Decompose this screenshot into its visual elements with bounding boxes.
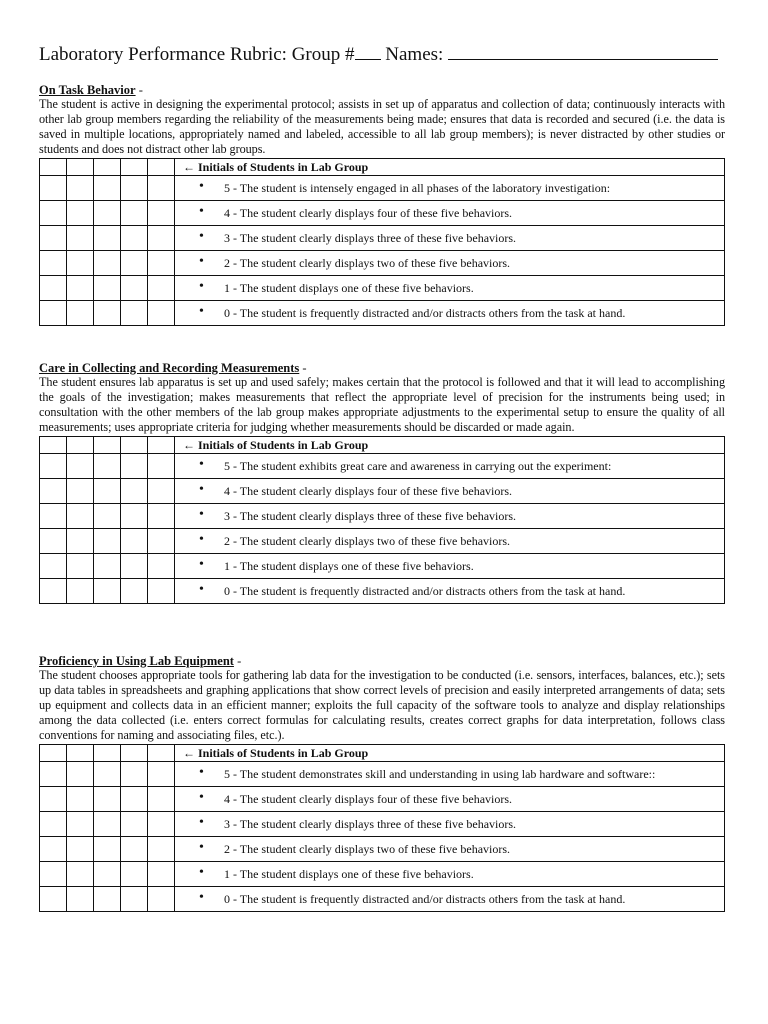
table-row — [40, 837, 725, 862]
rubric-item — [175, 862, 725, 887]
rubric-item-text: 1 - The student displays one of these five behaviors. — [224, 558, 474, 573]
score-box[interactable] — [121, 454, 148, 479]
score-box[interactable] — [67, 862, 94, 887]
score-box[interactable] — [67, 201, 94, 226]
score-box[interactable] — [121, 812, 148, 837]
table-row — [40, 276, 725, 301]
score-box[interactable] — [148, 504, 175, 529]
rubric-item-text: 4 - The student clearly displays four of these five behaviors. — [224, 483, 513, 498]
score-box[interactable] — [40, 787, 67, 812]
score-box[interactable] — [40, 276, 67, 301]
rubric-item-text: 5 - The student demonstrates skill and understanding in using lab hardware and software:: — [224, 766, 656, 781]
score-box[interactable] — [67, 554, 94, 579]
score-box[interactable] — [121, 762, 148, 787]
score-box[interactable] — [94, 176, 121, 201]
table-row — [40, 176, 725, 201]
initials-box[interactable] — [121, 745, 148, 762]
group-number-blank[interactable] — [355, 58, 381, 60]
rubric-item-text: 2 - The student clearly displays two of these five behaviors. — [224, 255, 511, 270]
rubric-item — [175, 504, 725, 529]
score-box[interactable] — [148, 887, 175, 912]
score-box[interactable] — [94, 762, 121, 787]
table-row — [40, 504, 725, 529]
score-box[interactable] — [67, 176, 94, 201]
rubric-item — [175, 837, 725, 862]
rubric-item — [175, 479, 725, 504]
bullet-icon: • — [199, 557, 204, 572]
score-box[interactable] — [121, 837, 148, 862]
score-box[interactable] — [121, 579, 148, 604]
score-box[interactable] — [148, 529, 175, 554]
bullet-icon: • — [199, 507, 204, 522]
score-box[interactable] — [67, 787, 94, 812]
score-box[interactable] — [94, 787, 121, 812]
rubric-item — [175, 812, 725, 837]
score-box[interactable] — [148, 201, 175, 226]
score-box[interactable] — [40, 554, 67, 579]
initials-box[interactable] — [148, 159, 175, 176]
table-row — [40, 479, 725, 504]
section-heading — [39, 654, 725, 668]
table-row — [40, 201, 725, 226]
score-box[interactable] — [148, 862, 175, 887]
section-heading-text: Proficiency in Using Lab Equipment — [39, 654, 234, 668]
table-row — [40, 762, 725, 787]
rubric-item-text: 1 - The student displays one of these five behaviors. — [224, 280, 474, 295]
heading-dash: - — [233, 654, 242, 668]
section-heading — [39, 83, 725, 97]
rubric-item-text: 0 - The student is frequently distracted and/or distracts others from the task at hand. — [224, 305, 626, 320]
score-box[interactable] — [148, 837, 175, 862]
score-box[interactable] — [148, 787, 175, 812]
section-heading-text: On Task Behavior — [39, 83, 136, 97]
bullet-icon: • — [199, 279, 204, 294]
score-box[interactable] — [67, 579, 94, 604]
score-box[interactable] — [121, 301, 148, 326]
section-on-task-behavior — [39, 83, 725, 326]
score-box[interactable] — [40, 301, 67, 326]
rubric-item-text: 1 - The student displays one of these five behaviors. — [224, 866, 474, 881]
score-box[interactable] — [94, 887, 121, 912]
score-box[interactable] — [94, 812, 121, 837]
bullet-icon: • — [199, 815, 204, 830]
rubric-item-text: 3 - The student clearly displays three of these five behaviors. — [224, 816, 517, 831]
bullet-icon: • — [199, 840, 204, 855]
table-row — [40, 787, 725, 812]
table-header: ← Initials of Students in Lab Group — [175, 745, 725, 762]
section-description: The student ensures lab apparatus is set up and used safely; makes certain that the protocol is followed and that it will lead to accomplishing the goals of the investigation; makes measurements that reflect the appropriate level of precision for the instruments being used; in consultation with the other members of the lab group makes appropriate adjustments to the experimental setup to ensure the quality of all measurements; uses appropriate criteria for judging whether measurements should be discarded or made again. — [39, 375, 725, 434]
title-prefix: Laboratory Performance Rubric: Group # — [39, 44, 355, 65]
score-box[interactable] — [94, 479, 121, 504]
score-box[interactable] — [40, 176, 67, 201]
rubric-item-text: 5 - The student is intensely engaged in all phases of the laboratory investigation: — [224, 180, 611, 195]
section-proficiency-lab-equipment — [39, 654, 725, 912]
rubric-item-text: 0 - The student is frequently distracted and/or distracts others from the task at hand. — [224, 583, 626, 598]
score-box[interactable] — [121, 176, 148, 201]
rubric-table — [39, 744, 725, 912]
bullet-icon: • — [199, 790, 204, 805]
score-box[interactable] — [148, 251, 175, 276]
score-box[interactable] — [121, 251, 148, 276]
score-box[interactable] — [94, 862, 121, 887]
initials-box[interactable] — [40, 159, 67, 176]
rubric-item — [175, 251, 725, 276]
table-row — [40, 301, 725, 326]
score-box[interactable] — [40, 887, 67, 912]
table-row — [40, 251, 725, 276]
score-box[interactable] — [94, 201, 121, 226]
score-box[interactable] — [94, 251, 121, 276]
rubric-item-text: 3 - The student clearly displays three of these five behaviors. — [224, 230, 517, 245]
heading-dash: - — [299, 361, 307, 375]
score-box[interactable] — [121, 504, 148, 529]
section-heading — [39, 361, 725, 375]
rubric-table — [39, 158, 725, 326]
rubric-item-text: 4 - The student clearly displays four of these five behaviors. — [224, 791, 513, 806]
score-box[interactable] — [148, 454, 175, 479]
initials-box[interactable] — [148, 745, 175, 762]
score-box[interactable] — [67, 837, 94, 862]
document-title — [39, 44, 739, 66]
score-box[interactable] — [121, 887, 148, 912]
initials-box[interactable] — [40, 437, 67, 454]
section-care-in-measurements — [39, 361, 725, 604]
score-box[interactable] — [121, 479, 148, 504]
score-box[interactable] — [121, 276, 148, 301]
table-row — [40, 529, 725, 554]
score-box[interactable] — [40, 226, 67, 251]
bullet-icon: • — [199, 179, 204, 194]
score-box[interactable] — [94, 276, 121, 301]
rubric-item — [175, 787, 725, 812]
score-box[interactable] — [67, 301, 94, 326]
score-box[interactable] — [67, 276, 94, 301]
rubric-item-text: 0 - The student is frequently distracted and/or distracts others from the task at hand. — [224, 891, 626, 906]
score-box[interactable] — [67, 762, 94, 787]
score-box[interactable] — [40, 201, 67, 226]
section-description: The student chooses appropriate tools for gathering lab data for the investigation to be conducted (i.e. sensors, interfaces, balances, etc.); sets up data tables in spreadsheets and graphing applications that show correct levels of precision and easily interpreted arrangements of data; sets up equipment and collects data in an efficient manner; exploits the full capacity of the software tools to analyze and display relationships among the data collected (i.e. enters correct formulas for calculating results, creates correct graphs for data interpretation, follows class conventions for naming and associating files, etc.). — [39, 668, 725, 742]
score-box[interactable] — [67, 454, 94, 479]
bullet-icon: • — [199, 890, 204, 905]
table-row — [40, 454, 725, 479]
score-box[interactable] — [121, 862, 148, 887]
table-header: ← Initials of Students in Lab Group — [175, 437, 725, 454]
initials-box[interactable] — [94, 159, 121, 176]
score-box[interactable] — [148, 176, 175, 201]
score-box[interactable] — [67, 251, 94, 276]
bullet-icon: • — [199, 532, 204, 547]
names-blank[interactable] — [448, 58, 718, 60]
initials-box[interactable] — [94, 437, 121, 454]
table-row — [40, 812, 725, 837]
score-box[interactable] — [121, 529, 148, 554]
score-box[interactable] — [148, 479, 175, 504]
rubric-item — [175, 554, 725, 579]
initials-box[interactable] — [67, 159, 94, 176]
rubric-item-text: 4 - The student clearly displays four of these five behaviors. — [224, 205, 513, 220]
bullet-icon: • — [199, 204, 204, 219]
bullet-icon: • — [199, 304, 204, 319]
rubric-item-text: 2 - The student clearly displays two of these five behaviors. — [224, 533, 511, 548]
bullet-icon: • — [199, 482, 204, 497]
initials-box[interactable] — [94, 745, 121, 762]
score-box[interactable] — [40, 529, 67, 554]
score-box[interactable] — [94, 504, 121, 529]
score-box[interactable] — [94, 529, 121, 554]
heading-dash: - — [135, 83, 143, 97]
initials-box[interactable] — [67, 437, 94, 454]
score-box[interactable] — [40, 479, 67, 504]
bullet-icon: • — [199, 229, 204, 244]
rubric-item — [175, 201, 725, 226]
names-label: Names: — [385, 44, 444, 65]
rubric-item — [175, 176, 725, 201]
initials-box[interactable] — [121, 437, 148, 454]
score-box[interactable] — [148, 276, 175, 301]
table-row — [40, 554, 725, 579]
rubric-item — [175, 301, 725, 326]
score-box[interactable] — [148, 812, 175, 837]
score-box[interactable] — [40, 579, 67, 604]
score-box[interactable] — [121, 201, 148, 226]
rubric-item — [175, 887, 725, 912]
table-header-row — [40, 745, 725, 762]
score-box[interactable] — [148, 301, 175, 326]
score-box[interactable] — [40, 862, 67, 887]
bullet-icon: • — [199, 865, 204, 880]
table-row — [40, 862, 725, 887]
table-header: ← Initials of Students in Lab Group — [175, 159, 725, 176]
score-box[interactable] — [94, 554, 121, 579]
bullet-icon: • — [199, 457, 204, 472]
score-box[interactable] — [40, 454, 67, 479]
score-box[interactable] — [121, 554, 148, 579]
score-box[interactable] — [40, 837, 67, 862]
rubric-table — [39, 436, 725, 604]
bullet-icon: • — [199, 582, 204, 597]
score-box[interactable] — [121, 226, 148, 251]
rubric-item — [175, 529, 725, 554]
score-box[interactable] — [40, 251, 67, 276]
score-box[interactable] — [94, 226, 121, 251]
score-box[interactable] — [94, 837, 121, 862]
rubric-item-text: 5 - The student exhibits great care and awareness in carrying out the experiment: — [224, 458, 612, 473]
score-box[interactable] — [121, 787, 148, 812]
rubric-item-text: 2 - The student clearly displays two of these five behaviors. — [224, 841, 511, 856]
score-box[interactable] — [148, 579, 175, 604]
score-box[interactable] — [67, 887, 94, 912]
score-box[interactable] — [40, 504, 67, 529]
score-box[interactable] — [40, 762, 67, 787]
rubric-item — [175, 226, 725, 251]
rubric-item — [175, 276, 725, 301]
score-box[interactable] — [67, 529, 94, 554]
section-description: The student is active in designing the experimental protocol; assists in set up of apparatus and collection of data; continuously interacts with other lab group members regarding the reliability of the measurements being made; ensures that data is recorded and secured (i.e. the data is saved in multiple locations, appropriately named and labeled, accessible to all lab group members); is never distracted by other studies or students and does not distract other lab groups. — [39, 97, 725, 156]
score-box[interactable] — [67, 812, 94, 837]
table-row — [40, 887, 725, 912]
table-row — [40, 226, 725, 251]
score-box[interactable] — [40, 812, 67, 837]
score-box[interactable] — [94, 579, 121, 604]
score-box[interactable] — [67, 479, 94, 504]
initials-box[interactable] — [40, 745, 67, 762]
score-box[interactable] — [67, 226, 94, 251]
rubric-item-text: 3 - The student clearly displays three of these five behaviors. — [224, 508, 517, 523]
rubric-item — [175, 762, 725, 787]
rubric-item — [175, 579, 725, 604]
table-header-row — [40, 437, 725, 454]
initials-box[interactable] — [148, 437, 175, 454]
score-box[interactable] — [67, 504, 94, 529]
bullet-icon: • — [199, 254, 204, 269]
score-box[interactable] — [148, 762, 175, 787]
initials-box[interactable] — [67, 745, 94, 762]
table-row — [40, 579, 725, 604]
score-box[interactable] — [94, 454, 121, 479]
table-header-row — [40, 159, 725, 176]
initials-box[interactable] — [121, 159, 148, 176]
rubric-item — [175, 454, 725, 479]
section-heading-text: Care in Collecting and Recording Measurements — [39, 361, 300, 375]
bullet-icon: • — [199, 765, 204, 780]
score-box[interactable] — [94, 301, 121, 326]
score-box[interactable] — [148, 226, 175, 251]
score-box[interactable] — [148, 554, 175, 579]
